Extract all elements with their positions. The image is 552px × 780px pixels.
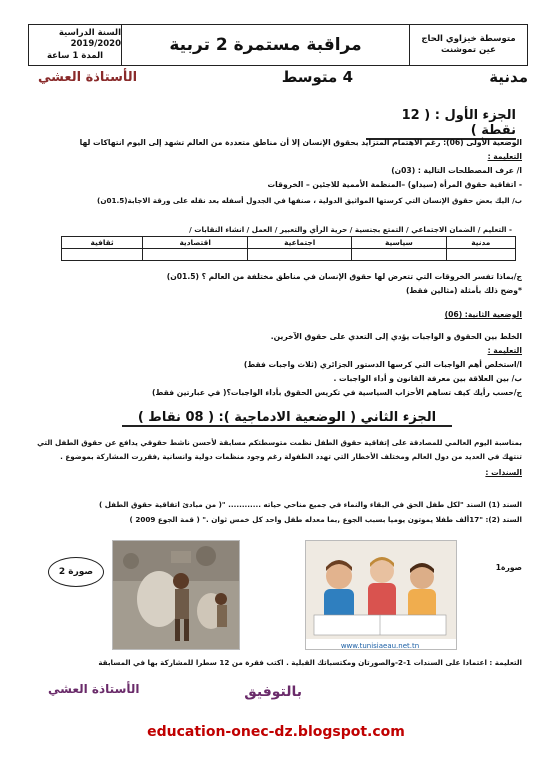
sources-label: السندات :	[485, 468, 522, 477]
table-header-cell: اقتصادية	[143, 237, 248, 249]
table-header-cell: ثقافية	[62, 237, 143, 249]
subheader	[28, 68, 528, 90]
exam-title: مراقبة مستمرة 2 تربية	[121, 25, 409, 65]
terms-list: - اتفاقية حقوق المرأة (سيداو) –المنظمة الأممية للاجئين – الخروقات	[267, 180, 522, 189]
image-working-children	[112, 540, 240, 650]
school-year: السنة الدراسية 2019/2020	[58, 27, 121, 50]
question-1c: ج/بماذا تفسر الخروقات التي تتعرض لها حقوق الإنسان في مناطق مختلفة من العالم ؟ (01.5ن)	[166, 272, 522, 281]
footer-url[interactable]: education-onec-dz.blogspot.com	[147, 724, 405, 740]
question-1b: ب/ اليك بعض حقوق الإنسان التي كرستها المواثيق الدولية ، صنفها في الجدول أسفله بعد نقله على ورقة الاجابة(01.5ن)	[97, 196, 522, 205]
footer-teacher: الأستاذة العشي	[48, 682, 140, 696]
situation1: الوضعية الأولى (06): رغم الاهتمام المتزايد بحقوق الإنسان إلا أن مناطق متعددة من العالم تشهد إلى اليوم انتهاكات لها	[79, 138, 522, 147]
image1-label: صورة1	[495, 563, 522, 572]
exam-header	[28, 24, 528, 66]
school-cell	[409, 25, 527, 65]
image-watermark: www.tunisiaeau.net.tn	[340, 642, 420, 650]
table-row	[62, 249, 516, 261]
table-header-cell: مدنية	[446, 237, 515, 249]
teacher-name: الأستاذة العشي	[38, 70, 138, 85]
school-name: متوسطة خيزاوي الحاج	[421, 33, 516, 44]
table-header-row	[62, 237, 516, 249]
source-2: السند (2): "17ألف طفلا يموتون يوميا بسبب الجوع ,بما معدله طفل واحد كل خمس ثوان ." ( قمة الجوع 2009 )	[129, 515, 522, 524]
table-header-cell: اجتماعية	[248, 237, 352, 249]
image2-label: صورة 2	[48, 557, 104, 587]
question-2a: ا/استخلص أهم الواجبات التي كرسها الدستور الجزائري (ثلاث واجبات فقط)	[243, 360, 522, 369]
question-2b: ب/ بين العلاقة بين معرفة القانون و أداء الواجبات .	[333, 374, 522, 383]
question-2c: ج/حسب رأيك كيف تساهم الأحزاب السياسية في تكريس الحقوق بأداء الواجبات؟( في عبارتين فقط)	[152, 388, 522, 397]
exam-duration: المدة 1 ساعة	[46, 50, 104, 61]
image-children-reading	[305, 540, 457, 650]
working-children-illustration	[112, 541, 239, 650]
part2-instruction: التعليمة : اعتمادا على السندات 1-2-والصورتان ومكتسباتك القبلية . اكتب فقرة من 12 سطرا للمشاركة بها في المسابقة	[98, 658, 522, 667]
part2-intro-2: تنتهك في العديد من دول العالم ومختلف الأخطار التي تهدد الطفولة رغم وجود منظمات دولية وانسانية ,فقررت المشاركة بموضوع .	[60, 452, 522, 461]
rights-list: - التعليم / الضمان الاجتماعي / التمتع بجنسية / حرية الرأي والتعبير / العمل / انشاء النقابات /	[189, 225, 512, 234]
part2-intro-1: بمناسبة اليوم العالمي للمصادقة على إتفاقية حقوق الطفل نظمت متوسطتكم مسابقة لأحسن ناشط حقوقي يدافع عن حقوق الطفل التي	[37, 438, 522, 447]
instruction-label-2: التعليمة :	[487, 346, 522, 355]
subject: مدنية	[489, 68, 528, 86]
school-town: عين تموشنت	[441, 45, 496, 55]
situation2-label: الوضعية الثانية: (06)	[444, 310, 522, 319]
year-cell	[29, 25, 121, 65]
table-header-cell: سياسية	[352, 237, 446, 249]
rights-table	[61, 236, 516, 261]
source-1: السند (1) السند "لكل طفل الحق في البقاء والنماء في جميع مناحي حياته ............ "( من مبادئ اتفاقية حقوق الطفل )	[98, 500, 522, 509]
instruction-label-1: التعليمة :	[487, 152, 522, 161]
part1-title: الجزء الأول : ( 12 نقطة )	[366, 108, 516, 140]
question-1c-note: *وضح ذلك بأمثلة (مثالين فقط)	[405, 286, 522, 295]
situation2-text: الخلط بين الحقوق و الواجبات يؤدي إلى التعدي على حقوق الآخرين.	[270, 332, 522, 341]
question-1a: ا/ عرف المصطلحات التالية : (03ن)	[391, 166, 522, 175]
good-luck: بالتوفيق	[244, 684, 302, 700]
level: 4 متوسط	[281, 68, 353, 86]
children-reading-illustration	[305, 541, 456, 650]
part2-title: الجزء الثاني ( الوضعية الادماجية ): ( 08 نقاط )	[122, 410, 452, 427]
